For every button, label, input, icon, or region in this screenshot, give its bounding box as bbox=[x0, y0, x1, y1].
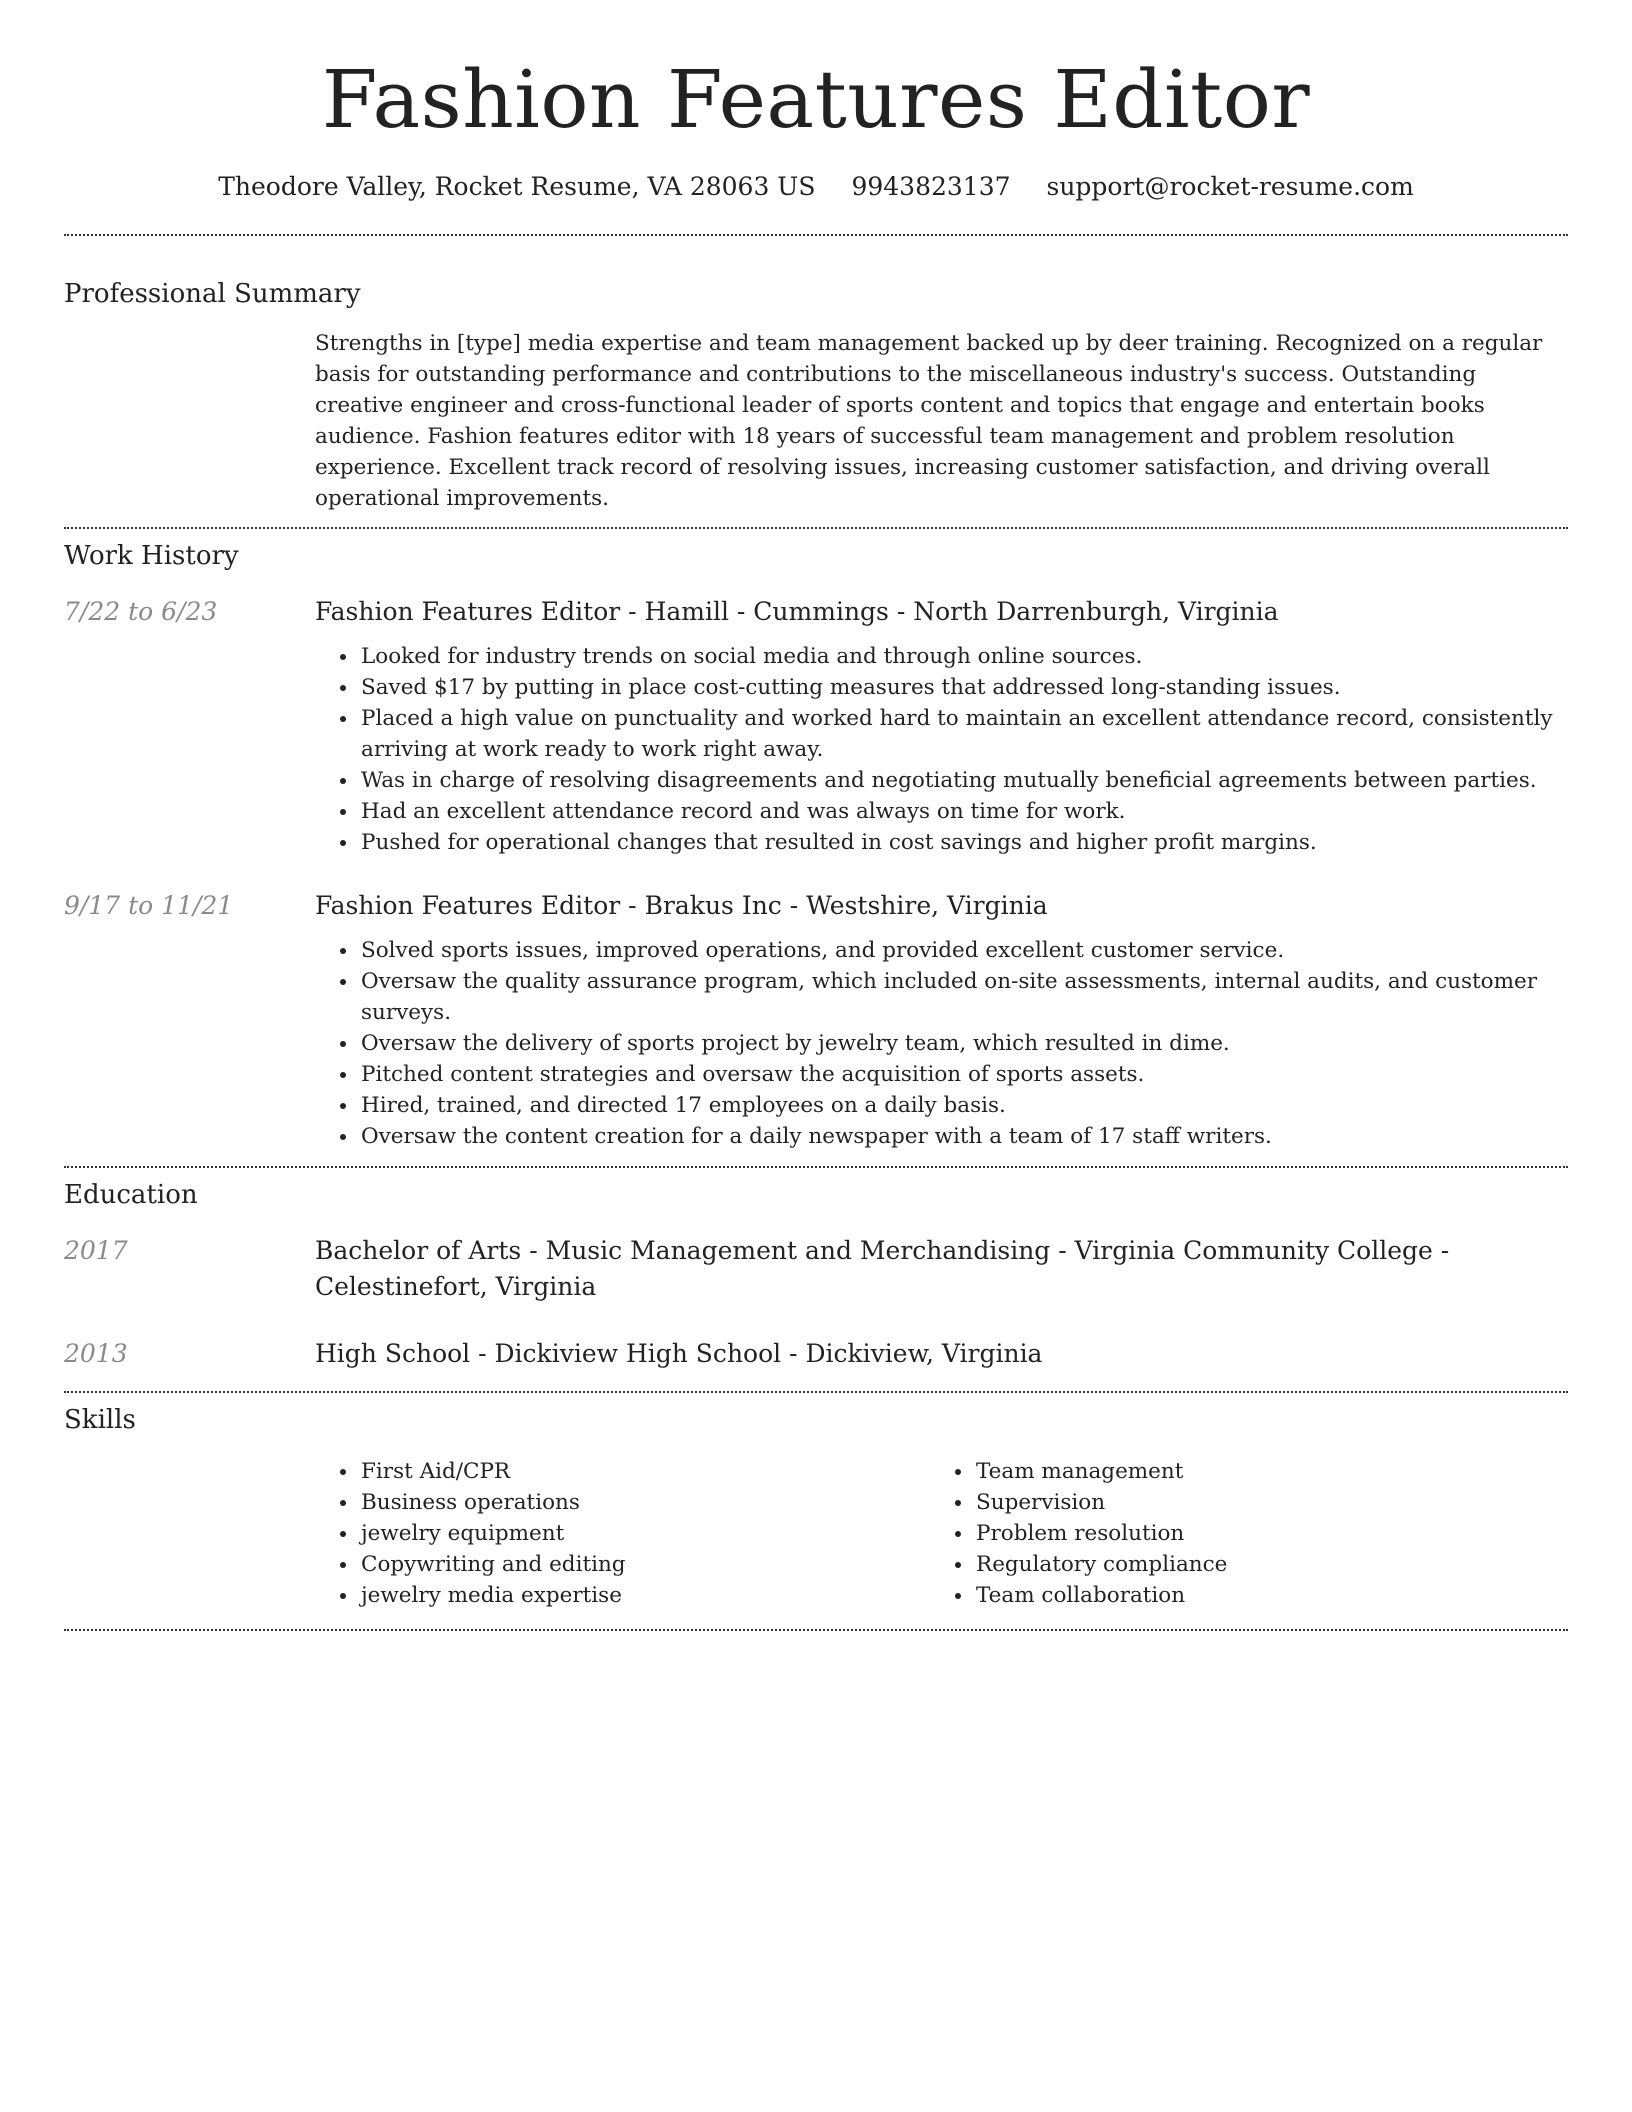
section-divider bbox=[64, 1166, 1568, 1168]
section-divider bbox=[64, 1391, 1568, 1393]
job-entry bbox=[64, 594, 1568, 858]
job-entry bbox=[64, 888, 1568, 1152]
list-item: • Saved $17 by putting in place cost-cutting measures that addressed long-standing issues. bbox=[359, 672, 1568, 703]
job-bullets bbox=[315, 935, 1568, 1152]
education-entry bbox=[64, 1233, 1568, 1305]
summary-text: Strengths in [type] media expertise and team management backed up by deer training. Recognized on a regular basis for outstanding performance and contributions to the miscellaneous industry's success. Outstanding creative engineer and cross-functional leader of sports content and topics that engage and entertain books audience. Fashion features editor with 18 years of successful team management and problem resolution experience. Excellent track record of resolving issues, increasing customer satisfaction, and driving overall operational improvements. bbox=[315, 331, 1543, 511]
contact-line bbox=[64, 170, 1568, 204]
list-item: • Pitched content strategies and oversaw the acquisition of sports assets. bbox=[359, 1059, 1568, 1090]
section-divider bbox=[64, 1629, 1568, 1631]
contact-address: Theodore Valley, Rocket Resume, VA 28063 US bbox=[218, 172, 816, 201]
education-heading-text: High School - Dickiview High School - Dickiview, Virginia bbox=[315, 1339, 1043, 1368]
list-item: • Copywriting and editing bbox=[359, 1549, 930, 1580]
job-dates: 9/17 to 11/21 bbox=[64, 891, 234, 920]
list-item: • Oversaw the delivery of sports project by jewelry team, which resulted in dime. bbox=[359, 1028, 1568, 1059]
contact-email: support@rocket-resume.com bbox=[1046, 172, 1414, 201]
education-year: 2017 bbox=[64, 1236, 128, 1265]
section-divider bbox=[64, 527, 1568, 529]
education-heading-text: Bachelor of Arts - Music Management and Merchandising - Virginia Community College - Celestinefort, Virginia bbox=[315, 1236, 1450, 1301]
skills-column-left bbox=[315, 1456, 930, 1611]
job-dates: 7/22 to 6/23 bbox=[64, 597, 218, 626]
contact-phone: 9943823137 bbox=[851, 172, 1011, 201]
skills-heading: Skills bbox=[64, 1405, 136, 1435]
list-item: • Placed a high value on punctuality and worked hard to maintain an excellent attendance record, consistently arriving at work ready to work right away. bbox=[359, 703, 1568, 765]
resume-title: Fashion Features Editor bbox=[321, 53, 1311, 146]
list-item: • Was in charge of resolving disagreements and negotiating mutually beneficial agreements between parties. bbox=[359, 765, 1568, 796]
list-item: • Business operations bbox=[359, 1487, 930, 1518]
skills-list bbox=[315, 1456, 1568, 1611]
list-item: • Regulatory compliance bbox=[974, 1549, 1545, 1580]
job-heading: Fashion Features Editor - Brakus Inc - Westshire, Virginia bbox=[315, 891, 1048, 920]
list-item: • jewelry equipment bbox=[359, 1518, 930, 1549]
list-item: • Problem resolution bbox=[974, 1518, 1545, 1549]
list-item: • First Aid/CPR bbox=[359, 1456, 930, 1487]
summary-heading: Professional Summary bbox=[64, 279, 361, 309]
list-item: • Looked for industry trends on social media and through online sources. bbox=[359, 641, 1568, 672]
list-item: • Oversaw the quality assurance program, which included on-site assessments, internal audits, and customer surveys. bbox=[359, 966, 1568, 1028]
list-item: • Supervision bbox=[974, 1487, 1545, 1518]
education-entry bbox=[64, 1336, 1568, 1372]
job-bullets bbox=[315, 641, 1568, 858]
job-heading: Fashion Features Editor - Hamill - Cummings - North Darrenburgh, Virginia bbox=[315, 597, 1279, 626]
resume-page bbox=[64, 0, 1568, 1631]
section-divider bbox=[64, 234, 1568, 236]
list-item: • Pushed for operational changes that resulted in cost savings and higher profit margins. bbox=[359, 827, 1568, 858]
work-history-heading: Work History bbox=[64, 541, 239, 571]
list-item: • Had an excellent attendance record and was always on time for work. bbox=[359, 796, 1568, 827]
list-item: • Hired, trained, and directed 17 employees on a daily basis. bbox=[359, 1090, 1568, 1121]
skills-bullets-right bbox=[930, 1456, 1545, 1611]
list-item: • jewelry media expertise bbox=[359, 1580, 930, 1611]
list-item: • Oversaw the content creation for a daily newspaper with a team of 17 staff writers. bbox=[359, 1121, 1568, 1152]
list-item: • Team management bbox=[974, 1456, 1545, 1487]
skills-bullets-left bbox=[315, 1456, 930, 1611]
list-item: • Solved sports issues, improved operations, and provided excellent customer service. bbox=[359, 935, 1568, 966]
education-heading: Education bbox=[64, 1180, 198, 1210]
education-year: 2013 bbox=[64, 1339, 128, 1368]
skills-column-right bbox=[930, 1456, 1545, 1611]
list-item: • Team collaboration bbox=[974, 1580, 1545, 1611]
